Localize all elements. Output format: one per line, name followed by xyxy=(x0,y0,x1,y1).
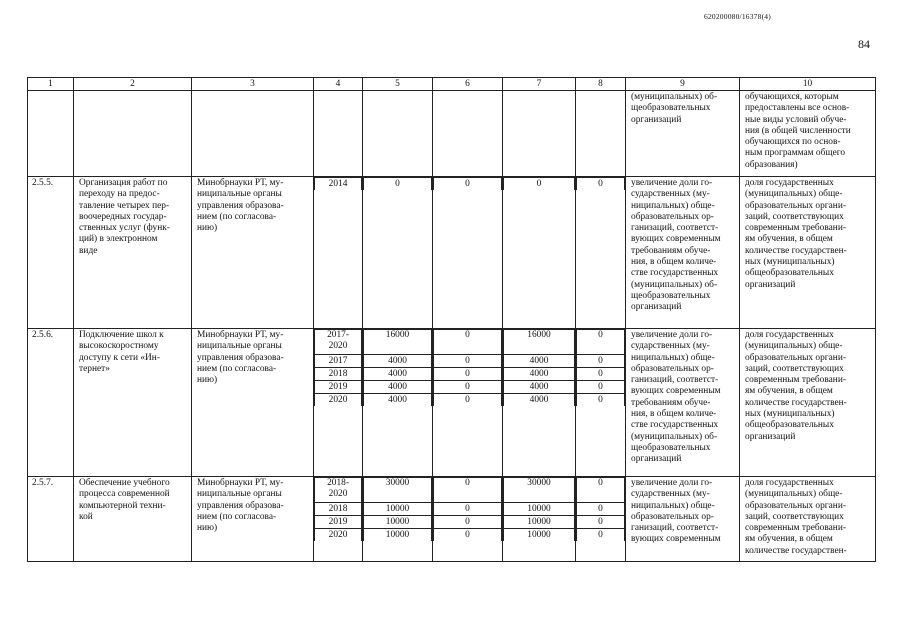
expected-result-cell xyxy=(626,477,740,562)
indicator-cell xyxy=(740,177,876,329)
period-year: 2018 xyxy=(315,503,362,516)
period-row xyxy=(364,394,432,407)
continuation-indicator xyxy=(740,91,876,177)
federal-funding: 0 xyxy=(434,368,502,381)
period-subtable xyxy=(503,329,575,406)
period-row xyxy=(434,178,502,191)
executor: Минобрнауки РТ, му- ниципальные органы управления образова- нием (по согласова- нию) xyxy=(197,178,284,234)
period-row xyxy=(364,178,432,191)
measure-code-cell xyxy=(28,177,74,329)
other-funding: 0 xyxy=(577,381,625,394)
federal-funding: 0 xyxy=(434,178,502,191)
republic-funding: 4000 xyxy=(504,394,575,407)
col-header: 9 xyxy=(626,78,740,91)
period-row xyxy=(577,368,625,381)
period-row xyxy=(504,529,575,542)
period-row xyxy=(504,381,575,394)
period-row xyxy=(315,516,362,529)
period-row xyxy=(315,503,362,516)
other-funding-cell xyxy=(576,177,626,329)
indicator: доля государственных (муниципальных) обще- образовательных органи- заций, соответствующих современным требовани- ям обучения, в общем количестве государствен- xyxy=(745,478,847,556)
total-funding-cell xyxy=(363,329,433,477)
federal-funding-cell xyxy=(433,329,503,477)
period-year: 2020 xyxy=(315,529,362,542)
period-year: 2017 xyxy=(315,355,362,368)
continuation-result xyxy=(626,91,740,177)
period-row xyxy=(434,529,502,542)
period-subtable xyxy=(576,177,625,190)
period-year-cell xyxy=(314,177,363,329)
period-year-cell xyxy=(314,329,363,477)
other-funding: 0 xyxy=(577,478,625,503)
period-row xyxy=(577,503,625,516)
period-row xyxy=(434,478,502,503)
republic-funding: 16000 xyxy=(504,330,575,355)
total-funding: 4000 xyxy=(364,381,432,394)
period-subtable xyxy=(433,477,502,541)
republic-funding: 30000 xyxy=(504,478,575,503)
col-header: 1 xyxy=(28,78,74,91)
period-row xyxy=(577,381,625,394)
federal-funding-cell xyxy=(433,177,503,329)
measure-name: Подключение школ к высокоскоростному доступу к сети «Ин- тернет» xyxy=(79,330,164,374)
indicator-cell xyxy=(740,477,876,562)
period-row xyxy=(577,330,625,355)
program-table xyxy=(27,77,876,562)
period-row xyxy=(577,516,625,529)
period-row xyxy=(315,368,362,381)
period-year: 2017- 2020 xyxy=(315,330,362,355)
other-funding: 0 xyxy=(577,178,625,191)
measure-name-cell xyxy=(74,177,192,329)
federal-funding: 0 xyxy=(434,503,502,516)
other-funding: 0 xyxy=(577,529,625,542)
executor: Минобрнауки РТ, му- ниципальные органы управления образова- нием (по согласова- нию) xyxy=(197,478,284,534)
col-header: 10 xyxy=(740,78,876,91)
federal-funding: 0 xyxy=(434,330,502,355)
period-row xyxy=(364,381,432,394)
period-row xyxy=(577,478,625,503)
other-funding: 0 xyxy=(577,368,625,381)
period-row xyxy=(434,355,502,368)
period-row xyxy=(504,178,575,191)
republic-funding: 4000 xyxy=(504,368,575,381)
republic-funding: 10000 xyxy=(504,503,575,516)
measure-name: Обеспечение учебного процесса современной компьютерной техни- кой xyxy=(79,478,170,522)
col-header: 6 xyxy=(433,78,503,91)
cell-text: обучающихся, которым предоставлены все основ- ные виды условий обуче- ния (в общей численности обучающихся по основ- ным программам общего образования) xyxy=(745,92,851,170)
other-funding: 0 xyxy=(577,503,625,516)
period-subtable xyxy=(433,177,502,190)
indicator: доля государственных (муниципальных) обще- образовательных органи- заций, соответствующих современным требовани- ям обучения, в общем количестве государствен- ных (муниципальных) общеобразовательных организаций xyxy=(745,330,847,442)
executor-cell xyxy=(192,177,314,329)
federal-funding-cell xyxy=(433,477,503,562)
period-row xyxy=(315,529,362,542)
executor-cell xyxy=(192,477,314,562)
other-funding: 0 xyxy=(577,516,625,529)
period-year: 2019 xyxy=(315,516,362,529)
other-funding: 0 xyxy=(577,355,625,368)
total-funding: 16000 xyxy=(364,330,432,355)
republic-funding-cell xyxy=(503,329,576,477)
period-subtable xyxy=(576,477,625,541)
column-number-row xyxy=(28,78,876,91)
total-funding-cell xyxy=(363,477,433,562)
executor-cell xyxy=(192,329,314,477)
period-row xyxy=(364,368,432,381)
federal-funding: 0 xyxy=(434,394,502,407)
cell-text: (муниципальных) об- щеобразовательных организаций xyxy=(631,92,718,125)
period-row xyxy=(434,503,502,516)
period-row xyxy=(577,394,625,407)
republic-funding: 10000 xyxy=(504,516,575,529)
period-row xyxy=(504,355,575,368)
period-row xyxy=(315,381,362,394)
federal-funding: 0 xyxy=(434,478,502,503)
other-funding: 0 xyxy=(577,330,625,355)
total-funding: 0 xyxy=(364,178,432,191)
period-row xyxy=(434,516,502,529)
period-row xyxy=(434,330,502,355)
measure-code: 2.5.5. xyxy=(32,178,54,188)
republic-funding: 4000 xyxy=(504,381,575,394)
continuation-row xyxy=(28,91,876,177)
period-row xyxy=(364,529,432,542)
col-header: 5 xyxy=(363,78,433,91)
col-header: 8 xyxy=(576,78,626,91)
total-funding: 10000 xyxy=(364,529,432,542)
period-subtable xyxy=(363,177,432,190)
measure-name-cell xyxy=(74,477,192,562)
period-row xyxy=(434,368,502,381)
expected-result: увеличение доли го- сударственных (му- ниципальных) обще- образовательных ор- ганизаций, соответст- вующих современным требованиям обуче- ния, в общем количе- стве государственных (муниципальных) об- щеобразовательных организаций xyxy=(631,330,721,465)
period-row xyxy=(504,394,575,407)
measure-name: Организация работ по переходу на предос- тавление четырех пер- воочередных государ- ственных услуг (функ- ций) в электронном виде xyxy=(79,178,170,256)
period-row xyxy=(577,529,625,542)
period-subtable xyxy=(314,177,362,190)
expected-result-cell xyxy=(626,177,740,329)
federal-funding: 0 xyxy=(434,516,502,529)
measure-row xyxy=(28,329,876,477)
period-year: 2019 xyxy=(315,381,362,394)
measure-name-cell xyxy=(74,329,192,477)
total-funding: 30000 xyxy=(364,478,432,503)
other-funding: 0 xyxy=(577,394,625,407)
federal-funding: 0 xyxy=(434,355,502,368)
col-header: 3 xyxy=(192,78,314,91)
republic-funding: 4000 xyxy=(504,355,575,368)
period-row xyxy=(364,503,432,516)
period-year: 2014 xyxy=(315,178,362,191)
period-row xyxy=(364,330,432,355)
measure-code-cell xyxy=(28,329,74,477)
period-row xyxy=(577,355,625,368)
republic-funding-cell xyxy=(503,477,576,562)
total-funding-cell xyxy=(363,177,433,329)
other-funding-cell xyxy=(576,477,626,562)
expected-result-cell xyxy=(626,329,740,477)
total-funding: 10000 xyxy=(364,516,432,529)
period-year-cell xyxy=(314,477,363,562)
period-subtable xyxy=(433,329,502,406)
period-row xyxy=(364,355,432,368)
indicator: доля государственных (муниципальных) обще- образовательных органи- заций, соответствующих современным требовани- ям обучения, в общем количестве государствен- ных (муниципальных) общеобразовательных организаций xyxy=(745,178,847,290)
total-funding: 4000 xyxy=(364,368,432,381)
period-row xyxy=(504,330,575,355)
indicator-cell xyxy=(740,329,876,477)
republic-funding: 10000 xyxy=(504,529,575,542)
total-funding: 4000 xyxy=(364,394,432,407)
period-row xyxy=(315,394,362,407)
period-year: 2018- 2020 xyxy=(315,478,362,503)
period-subtable xyxy=(363,329,432,406)
page-number: 84 xyxy=(858,37,870,51)
period-row xyxy=(434,381,502,394)
col-header: 4 xyxy=(314,78,363,91)
measure-row xyxy=(28,477,876,562)
period-row xyxy=(504,503,575,516)
expected-result: увеличение доли го- сударственных (му- ниципальных) обще- образовательных ор- ганизаций, соответст- вующих современным xyxy=(631,478,721,545)
federal-funding: 0 xyxy=(434,529,502,542)
period-row xyxy=(364,516,432,529)
period-subtable xyxy=(503,177,575,190)
period-year: 2020 xyxy=(315,394,362,407)
republic-funding: 0 xyxy=(504,178,575,191)
period-row xyxy=(577,178,625,191)
period-subtable xyxy=(363,477,432,541)
other-funding-cell xyxy=(576,329,626,477)
period-subtable xyxy=(576,329,625,406)
executor: Минобрнауки РТ, му- ниципальные органы управления образова- нием (по согласова- нию) xyxy=(197,330,284,386)
period-row xyxy=(364,478,432,503)
period-row xyxy=(315,178,362,191)
period-row xyxy=(504,368,575,381)
period-row xyxy=(315,478,362,503)
period-row xyxy=(315,355,362,368)
period-subtable xyxy=(314,477,362,541)
period-row xyxy=(434,394,502,407)
period-subtable xyxy=(314,329,362,406)
republic-funding-cell xyxy=(503,177,576,329)
period-row xyxy=(315,330,362,355)
col-header: 2 xyxy=(74,78,192,91)
measure-row xyxy=(28,177,876,329)
total-funding: 4000 xyxy=(364,355,432,368)
period-year: 2018 xyxy=(315,368,362,381)
col-header: 7 xyxy=(503,78,576,91)
total-funding: 10000 xyxy=(364,503,432,516)
period-subtable xyxy=(503,477,575,541)
period-row xyxy=(504,478,575,503)
document-number: 620200080/16378(4) xyxy=(704,12,771,21)
period-row xyxy=(504,516,575,529)
federal-funding: 0 xyxy=(434,381,502,394)
measure-code: 2.5.6. xyxy=(32,330,54,340)
measure-code: 2.5.7. xyxy=(32,478,54,488)
measure-code-cell xyxy=(28,477,74,562)
expected-result: увеличение доли го- сударственных (му- ниципальных) обще- образовательных ор- ганизаций, соответст- вующих современным требованиям обуче- ния, в общем количе- стве государственных (муниципальных) об- щеобразовательных организаций xyxy=(631,178,721,313)
